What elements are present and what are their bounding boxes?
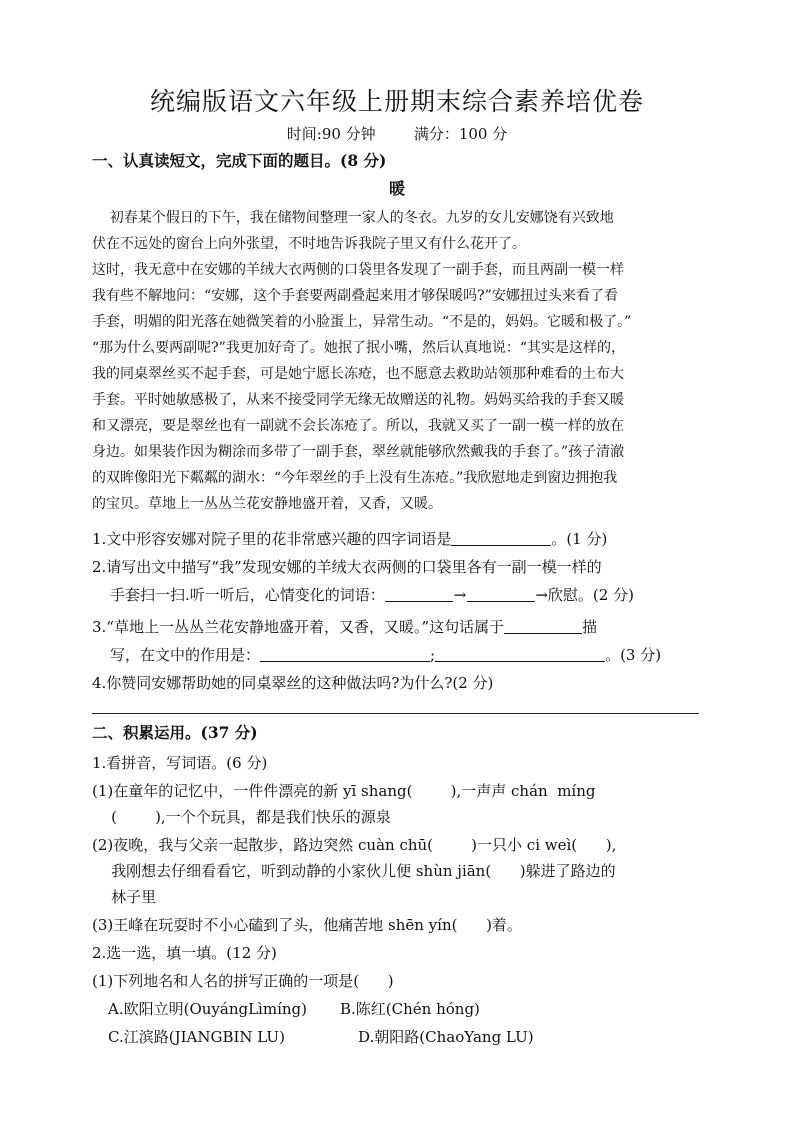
question-3-text2: 写，在文中的作用是： <box>110 646 261 664</box>
passage-line: 的双眸像阳光下粼粼的湖水：“今年翠丝的手上没有生冻疮。”我欣慰地走到窗边拥抱我 <box>92 470 618 486</box>
answer-blank[interactable] <box>385 585 453 602</box>
question-1 <box>92 528 712 550</box>
passage-line: 身边。如果装作因为糊涂而多带了一副手套，翠丝就能够欣然戴我的手套了。”孩子清澈 <box>92 444 625 460</box>
passage-line: 初春某个假日的下午，我在储物间整理一家人的冬衣。九岁的女儿安娜饶有兴致地 <box>92 210 614 226</box>
passage-line: 伏在不远处的窗台上向外张望，不时地告诉我院子里又有什么花开了。 <box>92 236 526 252</box>
choice-option-a[interactable]: A.欧阳立明(OuyángLìmíng) <box>108 1000 307 1018</box>
passage-line: 这时，我无意中在安娜的羊绒大衣两侧的口袋里各发现了一副手套，而且两副一模一样 <box>92 262 624 278</box>
passage-line: “那为什么要两副呢?”我更加好奇了。她抿了抿小嘴，然后认真地说：“其实是这样的， <box>92 340 625 356</box>
question-4: 4.你赞同安娜帮助她的同桌翠丝的这种做法吗?为什么?(2 分) <box>92 674 494 692</box>
passage-line: 我的同桌翠丝买不起手套，可是她宁愿长冻疮，也不愿意去救助站领那种难看的土布大 <box>92 366 624 382</box>
pinyin-line: ( ),一个个玩具，都是我们快乐的源泉 <box>92 808 391 826</box>
question-3-sep: ; <box>430 646 436 664</box>
exam-subtitle: 时间:90 分钟 满分：100 分 <box>286 125 508 143</box>
passage-line: 我有些不解地问：“安娜，这个手套要两副叠起来用才够保暖吗?”安娜扭过头来看了看 <box>92 288 618 304</box>
passage-line: 手套，明媚的阳光落在她微笑着的小脸蛋上，异常生动。“不是的，妈妈。它暖和极了。” <box>92 314 632 330</box>
section2-q2-title: 2.选一选，填一填。(12 分) <box>92 944 277 962</box>
question-2-line2 <box>110 584 730 606</box>
choice-option-d[interactable]: D.朝阳路(ChaoYang LU) <box>358 1028 534 1046</box>
passage-line: 和又漂亮，要是翠丝也有一副就不会长冻疮了。所以，我就又买了一副一模一样的放在 <box>92 418 624 434</box>
question-2-text: 手套扫一扫.听一听后，心情变化的词语： <box>110 586 385 604</box>
pinyin-line: 我刚想去仔细看看它，听到动静的小家伙儿便 shùn jiān( )躲进了路边的 <box>92 862 616 880</box>
choice-question: (1)下列地名和人名的拼写正确的一项是( ) <box>92 972 394 990</box>
pinyin-line: 林子里 <box>92 888 157 906</box>
question-3-end: 。(3 分) <box>605 646 662 664</box>
exam-title: 统编版语文六年级上册期末综合素养培优卷 <box>149 87 644 116</box>
question-3-line2 <box>110 644 730 666</box>
passage-title: 暖 <box>388 179 405 198</box>
pinyin-line: (1)在童年的记忆中，一件件漂亮的新 yī shang( ),一声声 chán míng <box>92 782 596 800</box>
passage-line: 手套。平时她敏感极了，从来不接受同学无缘无故赠送的礼物。妈妈买给我的手套又暖 <box>92 392 624 408</box>
question-3-line1-end: 描 <box>582 618 598 636</box>
answer-blank[interactable] <box>467 585 535 602</box>
passage-line: 的宝贝。草地上一丛丛兰花安静地盛开着，又香，又暖。 <box>92 496 442 512</box>
question-2-end: →欣慰。(2 分) <box>535 586 634 604</box>
pinyin-line: (3)王峰在玩耍时不小心磕到了头，他痛苦地 shēn yín( )着。 <box>92 916 522 934</box>
question-3-line1 <box>92 616 712 638</box>
question-3-text: 3.“草地上一丛丛兰花安静地盛开着，又香，又暖。”这句话属于 <box>92 618 505 636</box>
choice-option-b[interactable]: B.陈红(Chén hóng) <box>340 1000 480 1018</box>
question-1-text: 1.文中形容安娜对院子里的花非常感兴趣的四字词语是 <box>92 530 452 548</box>
question-2-line1: 2.请写出文中描写“我”发现安娜的羊绒大衣两侧的口袋里各有一副一模一样的 <box>92 558 602 576</box>
answer-blank[interactable] <box>435 645 605 662</box>
section-divider <box>92 713 699 714</box>
answer-blank[interactable] <box>451 529 551 546</box>
pinyin-line: (2)夜晚，我与父亲一起散步，路边突然 cuàn chū( )一只小 ci weì( ), <box>92 836 617 854</box>
question-1-end: 。(1 分) <box>551 530 608 548</box>
choice-option-c[interactable]: C.江滨路(JIANGBIN LU) <box>108 1028 285 1046</box>
section1-heading: 一、认真读短文，完成下面的题目。(8 分) <box>92 151 387 170</box>
section2-q1-title: 1.看拼音，写词语。(6 分) <box>92 754 268 772</box>
section2-heading: 二、积累运用。(37 分) <box>92 723 258 742</box>
answer-blank[interactable] <box>504 617 582 634</box>
arrow-right-icon: → <box>453 586 467 604</box>
answer-blank[interactable] <box>260 645 430 662</box>
